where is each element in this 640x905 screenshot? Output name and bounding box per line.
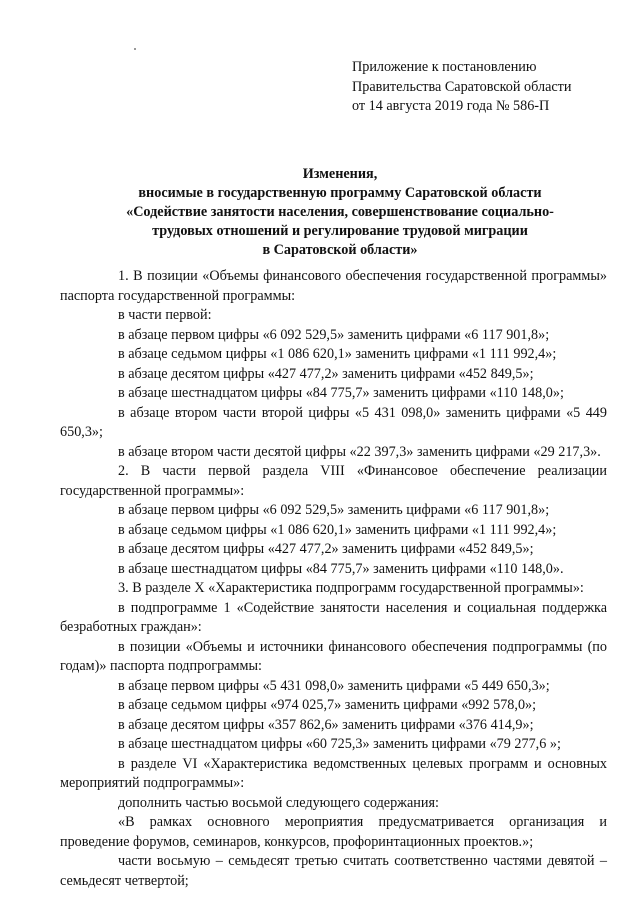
title-line-3: «Содействие занятости населения, совершенствование социально- <box>126 204 554 220</box>
title-line-4: трудовых отношений и регулирование трудовой миграции <box>152 223 528 239</box>
paragraph-5: в абзаце десятом цифры «427 477,2» заменить цифрами «452 849,5»; <box>118 365 534 382</box>
paragraph-23: «В рамках основного мероприятия предусматривается организация и проведение форумов, семинаров, конкурсов, профоринтационных проектов.»; <box>60 814 607 850</box>
appendix-header <box>352 58 571 117</box>
paragraph-14: 3. В разделе X «Характеристика подпрограмм государственной программы»: <box>118 580 584 596</box>
document-title <box>60 165 620 260</box>
paragraph-6: в абзаце шестнадцатом цифры «84 775,7» заменить цифрами «110 148,0»; <box>118 385 564 401</box>
paragraph-3: в абзаце первом цифры «6 092 529,5» заменить цифрами «6 117 901,8»; <box>118 326 550 343</box>
title-line-2: вносимые в государственную программу Саратовской области <box>138 185 542 201</box>
paragraph-4: в абзаце седьмом цифры «1 086 620,1» заменить цифрами «1 111 992,4»; <box>118 346 557 362</box>
paragraph-11: в абзаце седьмом цифры «1 086 620,1» заменить цифрами «1 111 992,4»; <box>118 521 557 538</box>
document-body <box>60 267 607 891</box>
paragraph-20: в абзаце шестнадцатом цифры «60 725,3» заменить цифрами «79 277,6 »; <box>118 736 561 752</box>
paragraph-19: в абзаце десятом цифры «357 862,6» заменить цифрами «376 414,9»; <box>118 716 534 733</box>
paragraph-15: в подпрограмме 1 «Содействие занятости населения и социальная поддержка безработных граждан»: <box>60 599 607 635</box>
paragraph-8: в абзаце втором части десятой цифры «22 397,3» заменить цифрами «29 217,3». <box>118 443 601 460</box>
paragraph-12: в абзаце десятом цифры «427 477,2» заменить цифрами «452 849,5»; <box>118 541 534 557</box>
paragraph-24: части восьмую – семьдесят третью считать соответственно частями девятой – семьдесят четвертой; <box>60 853 607 889</box>
header-line-2: Правительства Саратовской области <box>352 78 572 95</box>
paragraph-10: в абзаце первом цифры «6 092 529,5» заменить цифрами «6 117 901,8»; <box>118 502 550 518</box>
scan-dot <box>134 48 136 50</box>
paragraph-13: в абзаце шестнадцатом цифры «84 775,7» заменить цифрами «110 148,0». <box>118 560 564 577</box>
paragraph-9: 2. В части первой раздела VIII «Финансовое обеспечение реализации государственной программы»: <box>60 463 607 499</box>
paragraph-7: в абзаце втором части второй цифры «5 431 098,0» заменить цифрами «5 449 650,3»; <box>60 404 607 440</box>
paragraph-21: в разделе VI «Характеристика ведомственных целевых программ и основных мероприятий подпрограммы»: <box>60 755 607 791</box>
paragraph-1: 1. В позиции «Объемы финансового обеспечения государственной программы» паспорта государственной программы: <box>60 268 607 304</box>
paragraph-2: в части первой: <box>118 307 212 323</box>
header-line-3: от 14 августа 2019 года № 586-П <box>352 98 550 114</box>
header-line-1: Приложение к постановлению <box>352 59 537 75</box>
title-line-5: в Саратовской области» <box>262 242 418 258</box>
paragraph-22: дополнить частью восьмой следующего содержания: <box>118 794 439 811</box>
paragraph-16: в позиции «Объемы и источники финансового обеспечения подпрограммы (по годам)» паспорта подпрограммы: <box>60 638 607 674</box>
title-line-1: Изменения, <box>302 166 378 182</box>
paragraph-17: в абзаце первом цифры «5 431 098,0» заменить цифрами «5 449 650,3»; <box>118 677 550 694</box>
paragraph-18: в абзаце седьмом цифры «974 025,7» заменить цифрами «992 578,0»; <box>118 697 537 713</box>
